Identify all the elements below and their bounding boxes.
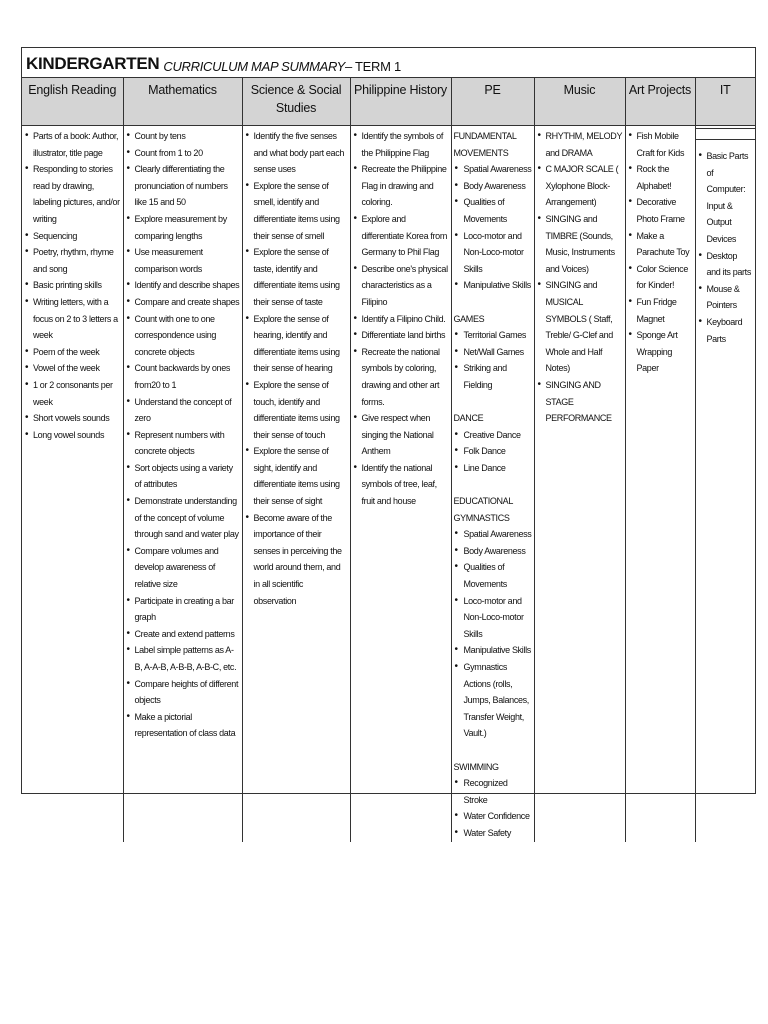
list-item: • Identify the symbols of the Philippine Flag (353, 128, 449, 161)
title-term: – TERM 1 (345, 59, 401, 74)
list-item: • Represent numbers with concrete objects (126, 427, 240, 460)
list-item: • Make a Parachute Toy (628, 228, 693, 261)
pe-section-games: GAMES (453, 313, 485, 324)
col-header-art: Art Projects (625, 78, 695, 126)
list-item: • Count with one to one correspondence using concrete objects (126, 311, 240, 361)
english-cell (22, 126, 123, 842)
list-item: • Creative Dance (454, 427, 532, 444)
list-item: • Clearly differentiating the pronunciation of numbers like 15 and 50 (126, 161, 240, 211)
list-item: • Give respect when singing the National Anthem (353, 410, 449, 460)
list-item: • Explore the sense of smell, identify and differentiate items using their sense of smell (245, 178, 348, 244)
it-list (698, 148, 754, 347)
english-list (24, 128, 121, 443)
pe-gymnastics-list (454, 526, 532, 742)
list-item: • Count backwards by ones from20 to 1 (126, 360, 240, 393)
list-item: • Keyboard Parts (698, 314, 754, 347)
list-item: • Basic printing skills (24, 277, 121, 294)
col-header-it: IT (695, 78, 755, 126)
list-item: • Decorative Photo Frame (628, 194, 693, 227)
it-cell (695, 126, 755, 842)
title-bar (22, 48, 755, 78)
list-item: • Label simple patterns as A-B, A-A-B, A-B-B, A-B-C, etc. (126, 642, 240, 675)
list-item: • Recreate the national symbols by coloring, drawing and other art forms. (353, 344, 449, 410)
list-item: • Rock the Alphabet! (628, 161, 693, 194)
list-item: • Line Dance (454, 460, 532, 477)
list-item: • Net/Wall Games (454, 344, 532, 361)
col-header-math: Mathematics (123, 78, 242, 126)
pe-games-list (454, 327, 532, 393)
list-item: • Fish Mobile Craft for Kids (628, 128, 693, 161)
list-item: • Short vowels sounds (24, 410, 121, 427)
list-item: • Sequencing (24, 228, 121, 245)
list-item: • Explore the sense of sight, identify and differentiate items using their sense of sight (245, 443, 348, 509)
science-list (245, 128, 348, 609)
title-main: KINDERGARTEN (26, 54, 160, 73)
art-cell (625, 126, 695, 842)
list-item: • Explore measurement by comparing lengths (126, 211, 240, 244)
list-item: • Mouse & Pointers (698, 281, 754, 314)
list-item: • Recognized Stroke (454, 775, 532, 808)
list-item: • Writing letters, with a focus on 2 to 3 letters a week (24, 294, 121, 344)
list-item: • Understand the concept of zero (126, 394, 240, 427)
list-item: • Recreate the Philippine Flag in drawing and coloring. (353, 161, 449, 211)
list-item: • SINGING and TIMBRE (Sounds, Music, Instruments and Voices) (537, 211, 623, 277)
col-header-science: Science & Social Studies (242, 78, 350, 126)
list-item: • Sort objects using a variety of attributes (126, 460, 240, 493)
list-item: • Demonstrate understanding of the concept of volume through sand and water play (126, 493, 240, 543)
col-header-pe: PE (451, 78, 534, 126)
list-item: • Compare and create shapes (126, 294, 240, 311)
title-subtitle: CURRICULUM MAP SUMMARY (163, 59, 346, 74)
list-item: • Compare volumes and develop awareness of relative size (126, 543, 240, 593)
pe-cell (451, 126, 534, 842)
music-cell (534, 126, 625, 842)
curriculum-table (21, 47, 756, 838)
math-cell (123, 126, 242, 842)
list-item: • Folk Dance (454, 443, 532, 460)
list-item: • Become aware of the importance of their senses in perceiving the world around them, and in all scientific observation (245, 510, 348, 610)
col-header-music: Music (534, 78, 625, 126)
pe-fundamental-list (454, 161, 532, 294)
list-item: • Manipulative Skills (454, 277, 532, 294)
list-item: • Fun Fridge Magnet (628, 294, 693, 327)
list-item: • C MAJOR SCALE ( Xylophone Block-Arrangement) (537, 161, 623, 211)
list-item: • Sponge Art Wrapping Paper (628, 327, 693, 377)
list-item: • Long vowel sounds (24, 427, 121, 444)
list-item: • Poem of the week (24, 344, 121, 361)
pe-section-swimming: SWIMMING (453, 761, 499, 772)
list-item: • Striking and Fielding (454, 360, 532, 393)
list-item: • Water Safety (454, 825, 532, 842)
it-empty-box (696, 128, 756, 140)
list-item: • Desktop and its parts (698, 248, 754, 281)
list-item: • Spatial Awareness (454, 161, 532, 178)
pe-dance-list (454, 427, 532, 477)
pe-section-gymnastics: EDUCATIONAL GYMNASTICS (453, 496, 513, 523)
history-cell (350, 126, 451, 842)
list-item: • Describe one's physical characteristics as a Filipino (353, 261, 449, 311)
list-item: • Count by tens (126, 128, 240, 145)
list-item: • Vowel of the week (24, 360, 121, 377)
list-item: • Qualities of Movements (454, 559, 532, 592)
list-item: • Explore and differentiate Korea from Germany to Phil Flag (353, 211, 449, 261)
list-item: • Territorial Games (454, 327, 532, 344)
list-item: • Body Awareness (454, 543, 532, 560)
list-item: • Differentiate land births (353, 327, 449, 344)
list-item: • Gymnastics Actions (rolls, Jumps, Balances, Transfer Weight, Vault.) (454, 659, 532, 742)
col-header-english: English Reading (22, 78, 123, 126)
col-header-history: Philippine History (350, 78, 451, 126)
list-item: • Manipulative Skills (454, 642, 532, 659)
subjects-grid (22, 78, 755, 842)
list-item: • Explore the sense of hearing, identify and differentiate items using their sense of hearing (245, 311, 348, 377)
math-list (126, 128, 240, 742)
list-item: • Loco-motor and Non-Loco-motor Skills (454, 593, 532, 643)
list-item: • Spatial Awareness (454, 526, 532, 543)
list-item: • Body Awareness (454, 178, 532, 195)
list-item: • Water Confidence (454, 808, 532, 825)
list-item: • Identify the national symbols of tree, leaf, fruit and house (353, 460, 449, 510)
list-item: • Poetry, rhythm, rhyme and song (24, 244, 121, 277)
art-list (628, 128, 693, 377)
list-item: • Use measurement comparison words (126, 244, 240, 277)
list-item: • Explore the sense of taste, identify and differentiate items using their sense of taste (245, 244, 348, 310)
list-item: • Parts of a book: Author, illustrator, title page (24, 128, 121, 161)
list-item: • Count from 1 to 20 (126, 145, 240, 162)
header-row (22, 78, 755, 126)
list-item: • Compare heights of different objects (126, 676, 240, 709)
content-row (22, 126, 755, 842)
list-item: • RHYTHM, MELODY and DRAMA (537, 128, 623, 161)
list-item: • Basic Parts of Computer: Input & Output Devices (698, 148, 754, 248)
list-item: • Color Science for Kinder! (628, 261, 693, 294)
pe-swimming-list (454, 775, 532, 841)
pe-section-fundamental: FUNDAMENTAL MOVEMENTS (453, 131, 517, 158)
list-item: • Make a pictorial representation of class data (126, 709, 240, 742)
list-item: • Create and extend patterns (126, 626, 240, 643)
music-list (537, 128, 623, 427)
list-item: • Identify the five senses and what body part each sense uses (245, 128, 348, 178)
list-item: • Participate in creating a bar graph (126, 593, 240, 626)
list-item: • Explore the sense of touch, identify and differentiate items using their sense of touch (245, 377, 348, 443)
list-item: • 1 or 2 consonants per week (24, 377, 121, 410)
list-item: • Identify a Filipino Child. (353, 311, 449, 328)
list-item: • Identify and describe shapes (126, 277, 240, 294)
list-item: • Loco-motor and Non-Loco-motor Skills (454, 228, 532, 278)
list-item: • Qualities of Movements (454, 194, 532, 227)
list-item: • SINGING AND STAGE PERFORMANCE (537, 377, 623, 427)
science-cell (242, 126, 350, 842)
list-item: • Responding to stories read by drawing, labeling pictures, and/or writing (24, 161, 121, 227)
history-list (353, 128, 449, 510)
list-item: • SINGING and MUSICAL SYMBOLS ( Staff, Treble/ G-Clef and Whole and Half Notes) (537, 277, 623, 377)
pe-section-dance: DANCE (453, 413, 484, 424)
